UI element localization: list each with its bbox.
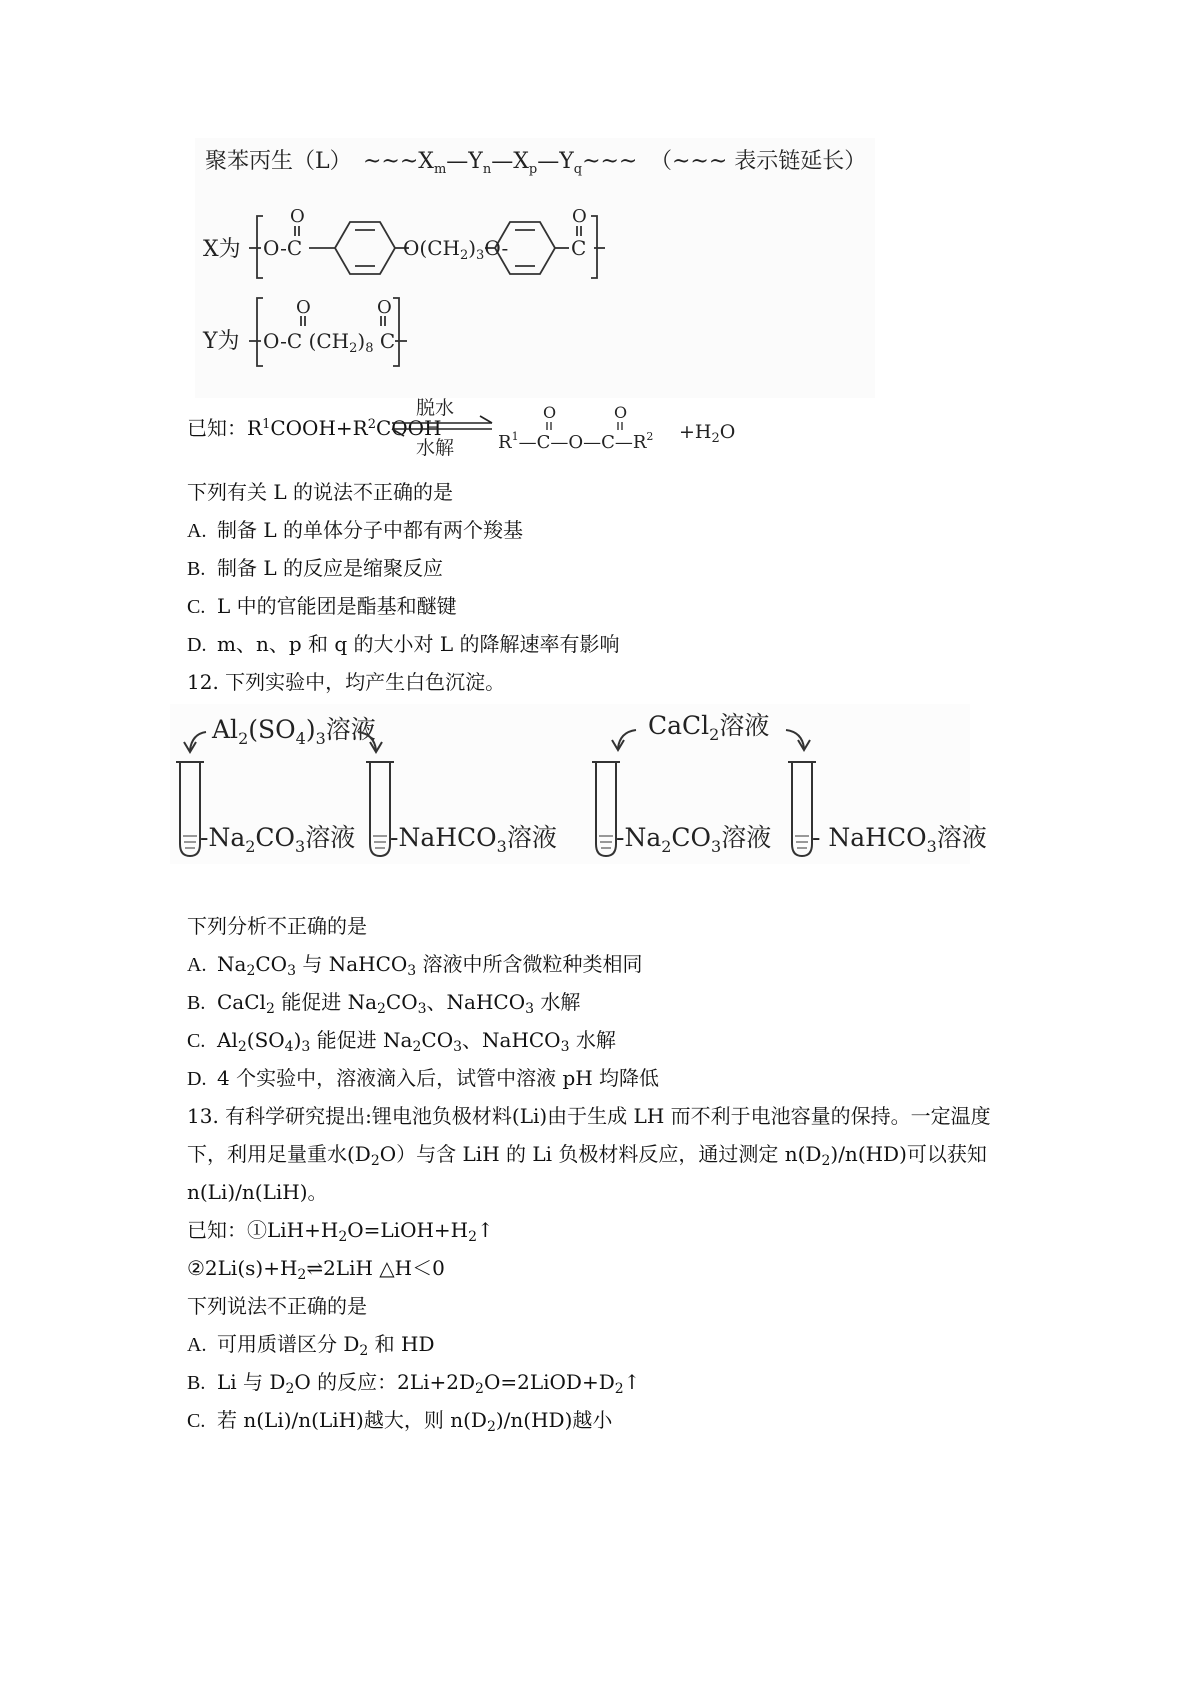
- q13-option-b[interactable]: B. Li 与 $D_2O$ 的反应：$2Li+2D_2O=2LiOD+D_2↑$: [187, 1370, 641, 1397]
- known1-prefix: 已知：: [187, 416, 247, 440]
- q13-question: 下列说法不正确的是: [187, 1294, 367, 1318]
- y-carbonyl-o-2: O: [377, 297, 392, 318]
- polymer-name: 聚苯丙生（L）: [205, 149, 352, 174]
- product-o-1: O: [543, 403, 557, 422]
- x-ester-left: O-C: [263, 236, 303, 260]
- q11-option-a[interactable]: A. 制备 L 的单体分子中都有两个羧基: [187, 518, 523, 542]
- q11-option-d[interactable]: D. m、n、p 和 q 的大小对 L 的降解速率有影响: [187, 632, 620, 656]
- reversible-arrow: [388, 394, 498, 460]
- q12-option-c[interactable]: C. $Al_2(SO_4)_3$ 能促进 $Na_2CO_3$、NaHCO$_3$ 水解: [187, 1028, 616, 1055]
- q13-eq2: $②2Li(s)+H_2\rightleftharpoons 2LiH$ △H＜0: [187, 1256, 445, 1283]
- y-carbonyl-o-1: O: [296, 297, 311, 318]
- test-tube-experiment-figure: [170, 704, 987, 864]
- reagent-al2so43: $Al_2(SO_4)_3$溶液: [212, 715, 376, 748]
- product-formula: $R^1—C—O—C—R^2$: [498, 430, 654, 453]
- product-water: $+H_2O$: [679, 421, 736, 446]
- anhydride-product: [496, 400, 736, 460]
- arrow-bottom-label: 水解: [416, 437, 455, 459]
- q12-option-d[interactable]: D. 4 个实验中，溶液滴入后，试管中溶液 pH 均降低: [187, 1066, 660, 1090]
- x-ether-mid: $O(CH_2)_3O-$: [403, 236, 509, 263]
- reagent-cacl2: CaCl$_2$溶液: [648, 711, 770, 744]
- tube3-label: $-Na_2CO_3$溶液: [616, 823, 772, 856]
- q12-stem: 12. 下列实验中，均产生白色沉淀。: [187, 670, 506, 694]
- q11-option-b[interactable]: B. 制备 L 的反应是缩聚反应: [187, 556, 443, 580]
- q13-stem-line2: 下，利用足量重水$(D_2O)$与含 LiH 的 Li 负极材料反应，通过测定 $n(D_2)/n(HD)$可以获知: [187, 1142, 987, 1169]
- x-carbonyl-o-1: O: [290, 206, 305, 227]
- q11-option-c[interactable]: C. L 中的官能团是酯基和醚键: [187, 594, 457, 618]
- arrow-top-label: 脱水: [416, 397, 455, 419]
- tube1-label: $-Na_2CO_3$溶液: [200, 823, 356, 856]
- q12-option-a[interactable]: A. $Na_2CO_3$ 与 NaHCO$_3$ 溶液中所含微粒种类相同: [187, 952, 643, 979]
- known1-reactants: $R^1COOH+R^2COOH$: [247, 416, 442, 440]
- polymer-note: （~~~ 表示链延长）: [650, 149, 867, 174]
- x-carbonyl-o-2: O: [572, 206, 587, 227]
- q13-eq1: 已知：$①LiH+H_2O=LiOH+H_2↑$: [187, 1218, 494, 1245]
- y-label: Y为: [203, 329, 240, 354]
- q13-option-a[interactable]: A. 可用质谱区分 $D_2$ 和 HD: [187, 1332, 435, 1359]
- q12-option-b[interactable]: B. CaCl$_2$ 能促进 $Na_2CO_3$、NaHCO$_3$ 水解: [187, 990, 581, 1017]
- q13-option-c[interactable]: C. 若 n(Li)/n(LiH)越大，则 $n(D_2)/n(HD)$越小: [187, 1408, 613, 1435]
- tube4-label: - NaHCO$_3$溶液: [812, 823, 987, 856]
- q12-question: 下列分析不正确的是: [187, 914, 367, 938]
- q13-stem-line3: n(Li)/n(LiH)。: [187, 1180, 328, 1204]
- polymer-structure-figure: [195, 138, 875, 398]
- tube2-label: -NaHCO$_3$溶液: [390, 823, 557, 856]
- polymer-chain: $\sim\sim\sim X_m—Y_n—X_p—Y_q\sim\sim\sim$: [363, 149, 638, 177]
- product-o-2: O: [614, 403, 628, 422]
- x-carbonyl-c-2: C: [571, 236, 587, 260]
- y-ester: O-C $(CH_2)_8$ C: [263, 329, 396, 356]
- q11-stem: 下列有关 L 的说法不正确的是: [187, 480, 453, 504]
- x-label: X为: [203, 237, 241, 262]
- q13-stem-line1: 13. 有科学研究提出:锂电池负极材料(Li)由于生成 LH 而不利于电池容量的保持。一定温度: [187, 1104, 991, 1128]
